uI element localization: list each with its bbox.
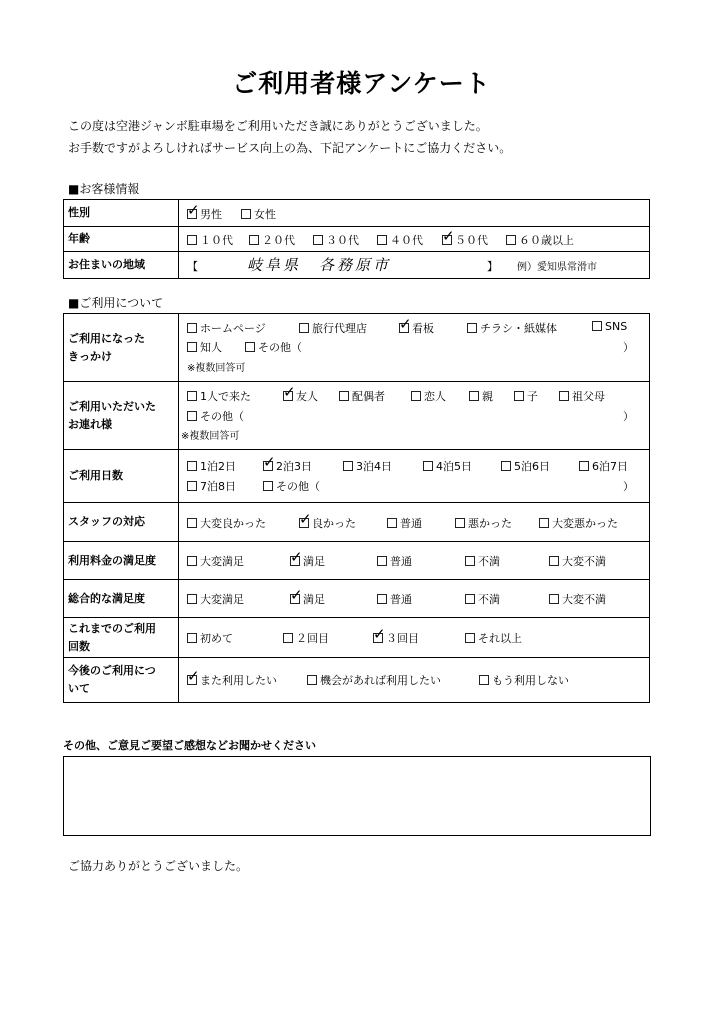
address-input[interactable]: 岐阜県 各務原市 (247, 256, 392, 274)
customer-section-heading: ■お客様情報 (68, 182, 140, 196)
checkbox[interactable] (559, 391, 569, 401)
option-dissatisfied[interactable]: 不満 (465, 553, 500, 569)
option-satisfied[interactable]: ✓ 満足 (290, 591, 325, 607)
checkbox[interactable] (549, 594, 559, 604)
option-very-bad[interactable]: 大変悪かった (539, 515, 618, 531)
checkbox[interactable] (539, 518, 549, 528)
checkbox-checked[interactable] (263, 461, 273, 471)
checkbox[interactable] (501, 461, 511, 471)
option-4n5d[interactable]: 4泊5日 (423, 458, 472, 474)
checkbox[interactable] (465, 556, 475, 566)
option-first-time[interactable]: 初めて (187, 630, 233, 646)
option-parent[interactable]: 親 (469, 388, 493, 404)
visits-label: これまでのご利用 回数 (68, 621, 156, 653)
price-label: 利用料金の満足度 (68, 553, 156, 567)
checkbox[interactable] (187, 461, 197, 471)
option-male[interactable]: ✓ 男性 (187, 206, 222, 222)
checkbox-checked[interactable] (399, 323, 409, 333)
option-partner[interactable]: 恋人 (411, 388, 446, 404)
option-homepage[interactable]: ホームページ (187, 320, 266, 336)
option-7n8d[interactable]: 7泊8日 (187, 478, 236, 494)
option-good[interactable]: ✓ 良かった (299, 515, 356, 531)
free-comment-textarea[interactable] (63, 756, 651, 836)
option-1n2d[interactable]: 1泊2日 (187, 458, 236, 474)
checkbox[interactable] (579, 461, 589, 471)
checkbox[interactable] (299, 323, 309, 333)
checkbox-checked[interactable] (373, 633, 383, 643)
checkbox-checked[interactable] (187, 209, 197, 219)
age-label: 年齢 (64, 227, 179, 252)
overall-label: 総合的な満足度 (68, 591, 145, 605)
option-5n6d[interactable]: 5泊6日 (501, 458, 550, 474)
option-use-again[interactable]: ✓また利用したい (187, 672, 277, 688)
option-alone[interactable]: 1人で来た (187, 388, 251, 404)
option-other[interactable]: その他（ (245, 339, 302, 355)
option-very-dissatisfied[interactable]: 大変不満 (549, 553, 606, 569)
days-close-paren: ） (623, 480, 634, 493)
checkbox-checked[interactable] (290, 594, 300, 604)
checkbox[interactable] (187, 481, 197, 491)
option-days-other[interactable]: その他（ (263, 478, 320, 494)
checkbox[interactable] (187, 235, 197, 245)
checkbox[interactable] (387, 518, 397, 528)
checkbox[interactable] (307, 675, 317, 685)
checkbox[interactable] (241, 209, 251, 219)
checkbox[interactable] (377, 594, 387, 604)
checkbox[interactable] (469, 391, 479, 401)
option-2n3d[interactable]: ✓ 2泊3日 (263, 458, 312, 474)
option-satisfied[interactable]: ✓ 満足 (290, 553, 325, 569)
option-normal[interactable]: 普通 (377, 591, 412, 607)
option-grandparent[interactable]: 祖父母 (559, 388, 605, 404)
usage-table (63, 313, 650, 703)
staff-label: スタッフの対応 (68, 515, 145, 528)
checkbox[interactable] (187, 391, 197, 401)
option-age-50s[interactable]: ✓ ５０代 (442, 232, 488, 248)
option-flyer[interactable]: チラシ・紙媒体 (467, 320, 557, 336)
future-label: 今後のご利用につ いて (68, 664, 156, 695)
trigger-label: ご利用になった きっかけ (68, 331, 145, 363)
checkbox[interactable] (187, 323, 197, 333)
option-spouse[interactable]: 配偶者 (339, 388, 385, 404)
usage-section-heading: ■ご利用について (68, 296, 164, 310)
option-travel-agency[interactable]: 旅行代理店 (299, 320, 367, 336)
checkbox[interactable] (479, 675, 489, 685)
checkbox[interactable] (377, 556, 387, 566)
option-maybe[interactable]: 機会があれば利用したい (307, 672, 441, 688)
option-sns[interactable]: SNS (592, 320, 627, 333)
option-signboard[interactable]: ✓ 看板 (399, 320, 434, 336)
checkbox[interactable] (249, 235, 259, 245)
checkbox[interactable] (465, 633, 475, 643)
option-age-20s[interactable]: ２０代 (249, 232, 295, 248)
page-title: ご利用者様アンケート (232, 69, 491, 98)
intro-line-2: お手数ですがよろしければサービス向上の為、下記アンケートにご協力ください。 (68, 141, 512, 155)
multiple-answer-note: ※複数回答可 (187, 363, 246, 374)
option-very-satisfied[interactable]: 大変満足 (187, 591, 244, 607)
checkbox[interactable] (187, 633, 197, 643)
multiple-answer-note: ※複数回答可 (181, 431, 240, 442)
companion-close-paren: ） (623, 410, 634, 423)
option-normal[interactable]: 普通 (377, 553, 412, 569)
companion-label: ご利用いただいた お連れ様 (68, 399, 156, 431)
checkbox[interactable] (187, 556, 197, 566)
option-third-time[interactable]: ✓ ３回目 (373, 630, 419, 646)
checkbox[interactable] (187, 594, 197, 604)
option-friend[interactable]: ✓ 友人 (283, 388, 318, 404)
address-label: お住まいの地域 (64, 252, 179, 279)
option-age-30s[interactable]: ３０代 (313, 232, 359, 248)
checkbox[interactable] (187, 411, 197, 421)
checkbox-checked[interactable] (283, 391, 293, 401)
checkbox-checked[interactable] (299, 518, 309, 528)
option-6n7d[interactable]: 6泊7日 (579, 458, 628, 474)
checkbox[interactable] (514, 391, 524, 401)
address-open-bracket: 【 (187, 260, 198, 273)
checkbox[interactable] (283, 633, 293, 643)
thanks-text: ご協力ありがとうございました。 (68, 859, 249, 873)
checkbox[interactable] (423, 461, 433, 471)
option-bad[interactable]: 悪かった (455, 515, 512, 531)
option-3n4d[interactable]: 3泊4日 (343, 458, 392, 474)
checkbox[interactable] (263, 481, 273, 491)
option-very-dissatisfied[interactable]: 大変不満 (549, 591, 606, 607)
option-companion-other[interactable]: その他（ (187, 408, 244, 424)
checkbox[interactable] (313, 235, 323, 245)
days-label: ご利用日数 (68, 469, 123, 482)
checkbox-checked[interactable] (290, 556, 300, 566)
address-example: 例）愛知県常滑市 (517, 262, 597, 273)
option-female[interactable]: 女性 (241, 206, 276, 222)
checkbox[interactable] (339, 391, 349, 401)
option-acquaintance[interactable]: 知人 (187, 339, 222, 355)
checkbox[interactable] (187, 342, 197, 352)
customer-info-table (63, 199, 650, 279)
option-second-time[interactable]: ２回目 (283, 630, 329, 646)
other-close-paren: ） (623, 341, 634, 354)
checkbox[interactable] (245, 342, 255, 352)
checkbox[interactable] (465, 594, 475, 604)
option-dissatisfied[interactable]: 不満 (465, 591, 500, 607)
checkbox[interactable] (592, 321, 602, 331)
option-age-60plus[interactable]: ６０歳以上 (506, 232, 574, 248)
intro-line-1: この度は空港ジャンボ駐車場をご利用いただき誠にありがとうございました。 (68, 119, 488, 133)
checkbox[interactable] (455, 518, 465, 528)
option-never[interactable]: もう利用しない (479, 672, 569, 688)
checkbox[interactable] (506, 235, 516, 245)
option-more[interactable]: それ以上 (465, 630, 522, 646)
address-close-bracket: 】 (487, 260, 498, 273)
checkbox-checked[interactable] (442, 235, 452, 245)
option-very-satisfied[interactable]: 大変満足 (187, 553, 244, 569)
checkbox[interactable] (411, 391, 421, 401)
option-age-40s[interactable]: ４０代 (377, 232, 423, 248)
checkbox[interactable] (467, 323, 477, 333)
option-child[interactable]: 子 (514, 388, 538, 404)
gender-label: 性別 (64, 200, 179, 227)
checkbox-checked[interactable] (187, 675, 197, 685)
checkbox[interactable] (377, 235, 387, 245)
checkbox[interactable] (187, 518, 197, 528)
checkbox[interactable] (549, 556, 559, 566)
option-normal[interactable]: 普通 (387, 515, 422, 531)
checkbox[interactable] (343, 461, 353, 471)
free-comment-label: その他、ご意見ご要望ご感想などお聞かせください (63, 739, 316, 752)
option-age-10s[interactable]: １０代 (187, 232, 233, 248)
option-very-good[interactable]: 大変良かった (187, 515, 266, 531)
